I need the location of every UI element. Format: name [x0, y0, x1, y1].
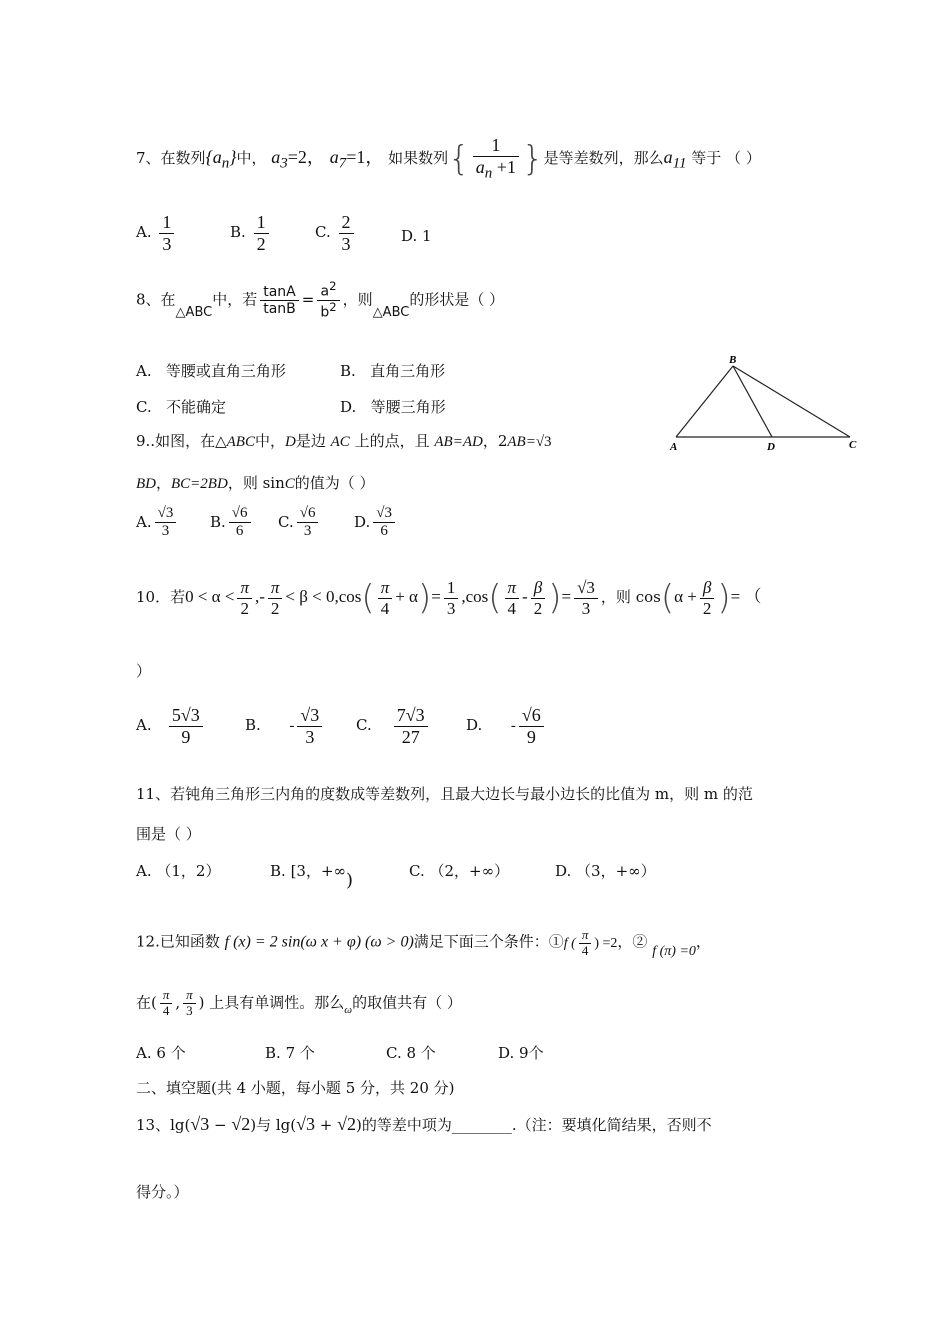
q8-option-c[interactable]: C. 不能确定	[136, 398, 227, 416]
q11-line2: 围是（ ）	[136, 825, 201, 843]
triangle-figure	[660, 350, 870, 460]
q9-option-c[interactable]: C. $\frac{√6}{3}$	[278, 505, 321, 541]
q8-side-fraction: $\frac{a^2}{b^2}$	[317, 280, 339, 321]
q12-option-a[interactable]: A. 6 个	[136, 1044, 186, 1062]
q8-option-a[interactable]: A. 等腰或直角三角形	[136, 362, 286, 380]
q12-option-c[interactable]: C. 8 个	[386, 1044, 436, 1062]
q10-option-b[interactable]: B. - $\frac{√3}{3}$	[245, 705, 325, 747]
q12-line2: 在( $\frac{\pi}{4}$ , $\frac{\pi}{3}$ ) 上具有单调性。那么$_\omega$的取值共有（ ）	[136, 987, 462, 1018]
label-b: B	[729, 354, 737, 366]
q10-option-a[interactable]: A. $\frac{5√3}{9}$	[136, 705, 206, 747]
section-heading: 二、填空题(共 4 小题，每小题 5 分，共 20 分)	[136, 1079, 455, 1097]
q9-option-d[interactable]: D. $\frac{√3}{6}$	[354, 505, 398, 541]
q12-option-b[interactable]: B. 7 个	[265, 1044, 315, 1062]
q9-option-b[interactable]: B. $\frac{√6}{6}$	[210, 505, 254, 541]
label-a: A	[670, 441, 678, 453]
q10-option-d[interactable]: D. - $\frac{√6}{9}$	[466, 705, 547, 747]
side-ab	[676, 366, 733, 437]
q10-line2: ）	[136, 662, 152, 680]
label-c: C	[849, 439, 857, 451]
q8-tan-fraction: $\frac{\tan A}{\tan B}$	[260, 284, 299, 317]
q7-option-a[interactable]: A. $\frac{1}{3}$	[136, 212, 177, 254]
q8-line: 8、在△ABC中，若 $\frac{\tan A}{\tan B}$ = $\frac{a^2}{b^2}$ ，则△ABC的形状是（ ）	[136, 279, 505, 321]
q9-option-a[interactable]: A. $\frac{√3}{3}$	[136, 505, 179, 541]
segment-bd	[733, 366, 772, 437]
q13-line1: 13、lg(√3 − √2)与 lg(√3 + √2)的等差中项为________.（注：要填化简结果，否则不	[136, 1114, 712, 1134]
q7-number: 7、	[136, 148, 161, 167]
label-d: D	[767, 441, 775, 453]
q7-sequence-fraction: $\frac{1}{a_n +1}$	[473, 135, 519, 183]
q9-line2: BD，BC=2BD，则 sinC的值为（ ）	[136, 474, 375, 492]
side-bc	[733, 366, 850, 437]
q8-option-b[interactable]: B. 直角三角形	[340, 362, 446, 380]
q9-line1: 9..如图，在△ABC中，D是边 AC 上的点，且 AB=AD，2AB=√3	[136, 432, 552, 450]
q12-option-d[interactable]: D. 9个	[498, 1044, 544, 1062]
q11-option-d[interactable]: D. （3，+∞）	[555, 862, 656, 880]
q13-line2: 得分。）	[136, 1183, 189, 1201]
q7-option-c[interactable]: C. $\frac{2}{3}$	[315, 212, 357, 254]
q11-line1: 11、若钝角三角形三内角的度数成等差数列，且最大边长与最小边长的比值为 m，则 m 的范	[136, 785, 753, 803]
q12-line1: 12.已知函数 f (x) = 2 sin(ω x + φ) (ω > 0)满足下面三个条件：①f ( $\frac{\pi}{4}$ ) =2，② f (π) =0，	[136, 927, 711, 959]
q11-option-b[interactable]: B. [3，+∞)	[270, 862, 354, 891]
q7-option-d[interactable]: D. 1	[401, 227, 432, 245]
q7-option-b[interactable]: B. $\frac{1}{2}$	[230, 212, 272, 254]
q11-option-a[interactable]: A. （1，2）	[136, 862, 221, 880]
q8-option-d[interactable]: D. 等腰三角形	[340, 398, 446, 416]
q11-option-c[interactable]: C. （2，+∞）	[409, 862, 510, 880]
q10-line1: 10．若0 < α < $\frac{\pi}{2}$ ,- $\frac{\pi}{2}$ < β < 0,cos( $\frac{\pi}{4}$ + α)= $\frac{1}{3}$ ,cos( $\frac{\pi}{4}$ - $\frac{\beta}{2}$ )= $\frac{√3}{3}$ ，则 cos(α + $\frac{\beta}{2}$ )= （	[136, 578, 762, 619]
q7-line: 7、在数列$\{a_n\}$中， $a_3=2$， $a_7=1$， 如果数列{ $\frac{1}{a_n +1}$ }是等差数列，那么$a_{11}$ 等于 （ ）	[136, 135, 761, 182]
q10-option-c[interactable]: C. $\frac{7√3}{27}$	[356, 705, 431, 747]
